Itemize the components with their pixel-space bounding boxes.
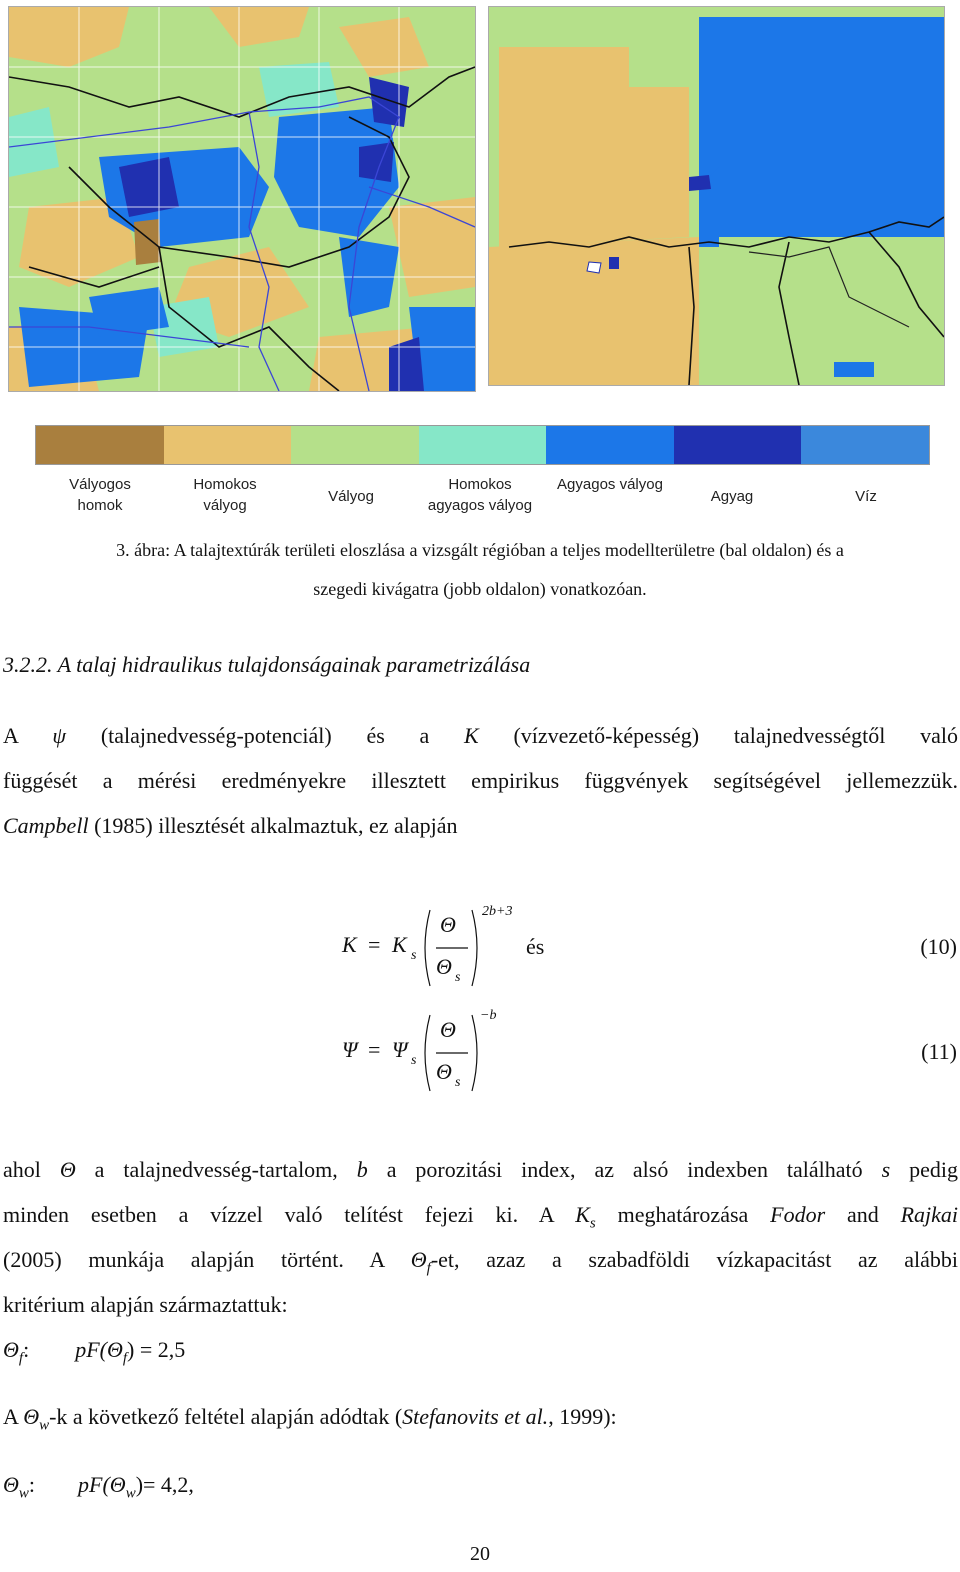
legend-swatch-homokos-valyog: [164, 426, 292, 464]
map-szeged-cutout: [488, 6, 945, 386]
criterion-field-capacity: $\Theta_f$: $pF(\Theta_f) = 2,5$: [3, 1337, 186, 1367]
paragraph-1-line2: függését a mérési eredményekre illesztett empirikus függvények segítségével jellemezzük.: [3, 768, 958, 793]
paragraph-2-line4: kritérium alapján származtattuk:: [3, 1292, 288, 1317]
paragraph-2-line1: ahol Θ a talajnedvesség-tartalom, b a porozitási index, az alsó indexben található s pedig: [3, 1157, 958, 1182]
legend-label: Homokos vályog: [193, 476, 257, 514]
legend-label: Agyagos vályog: [557, 476, 663, 493]
legend-label: Víz: [855, 488, 877, 505]
section-title: 3.2.2. A talaj hidraulikus tulajdonságainak parametrizálása: [3, 652, 531, 677]
paragraph-2-line3: (2005) munkája alapján történt. A $\Theta_f-et$, azaz a szabadföldi vízkapacitást az alábbi: [3, 1247, 958, 1277]
figure-caption-line1: 3. ábra: A talajtextúrák területi eloszlása a vizsgált régióban a teljes modellterületre (bal oldalon) és a: [116, 540, 844, 560]
legend-swatch-viz: [801, 426, 929, 464]
page-number: 20: [470, 1543, 490, 1565]
legend-swatch-agyag: [674, 426, 802, 464]
paragraph-2-line2: minden esetben a vízzel való telítést fejezi ki. A $K_s$ meghatározása Fodor and Rajkai: [3, 1202, 959, 1232]
paragraph-3: A $\Theta_w-k$ a következő feltétel alapján adódtak (Stefanovits et al., 1999):: [3, 1404, 617, 1434]
legend-swatch-homokos-agyagos-valyog: [419, 426, 547, 464]
map-full-model-area: [8, 6, 476, 392]
legend-label: Vályogos homok: [69, 476, 131, 514]
legend-swatch-valyogos-homok: [36, 426, 164, 464]
legend-swatch-valyog: [291, 426, 419, 464]
figure-caption-line2: szegedi kivágatra (jobb oldalon) vonatkozóan.: [313, 579, 647, 599]
paragraph-1: A ψ (talajnedvesség-potenciál) és a K (vízvezető-képesség) talajnedvességtől való: [3, 723, 958, 748]
criterion-wilting-point: $\Theta_w$: $pF(\Theta_w)= 4,2$,: [3, 1472, 194, 1502]
legend-label: Vályog: [328, 488, 374, 505]
legend-label: Homokos agyagos vályog: [427, 476, 533, 514]
paragraph-1-line3: Campbell (1985) illesztését alkalmaztuk, ez alapján: [3, 813, 458, 838]
legend-swatch-agyagos-valyog: [546, 426, 674, 464]
legend-label: Agyag: [710, 488, 754, 505]
legend-color-bar: [35, 425, 930, 465]
